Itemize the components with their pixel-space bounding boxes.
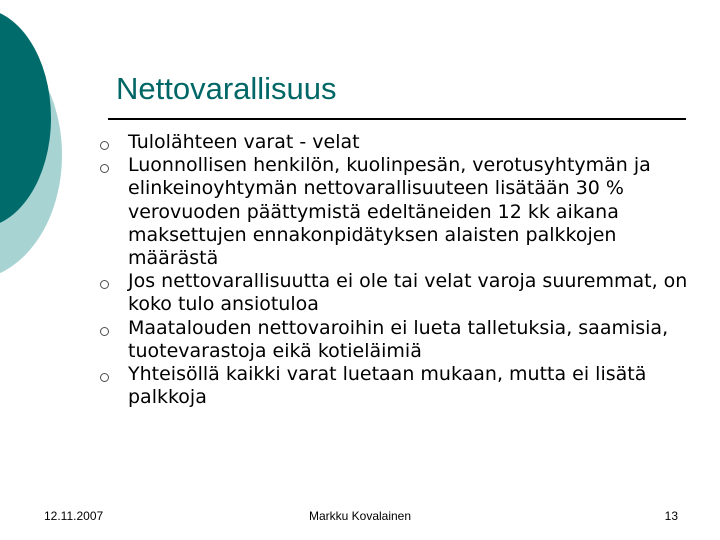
hollow-circle-bullet-icon	[100, 164, 109, 173]
hollow-circle-bullet-icon	[100, 373, 109, 382]
bullet-text: Yhteisöllä kaikki varat luetaan mukaan, mutta ei lisätä palkkoja	[128, 363, 647, 409]
title-underline	[108, 118, 686, 120]
hollow-circle-bullet-icon	[100, 327, 109, 336]
bullet-item	[100, 131, 700, 154]
bullet-list	[100, 131, 700, 409]
bullet-item	[100, 363, 700, 409]
bullet-text: Tulolähteen varat - velat	[128, 131, 360, 153]
footer-date: 12.11.2007	[44, 509, 104, 523]
page-number: 13	[664, 509, 678, 523]
hollow-circle-bullet-icon	[100, 141, 109, 150]
bullet-item	[100, 270, 700, 316]
footer-author: Markku Kovalainen	[308, 509, 412, 523]
bullet-text: Luonnollisen henkilön, kuolinpesän, verotusyhtymän ja elinkeinoyhtymän nettovarallisuuteen lisätään 30 % verovuoden päättymistä edeltäneiden 12 kk aikana maksettujen ennakonpidätyksen alaisten palkkojen määrästä	[128, 154, 651, 270]
slide-title: Nettovarallisuus	[116, 71, 337, 106]
bullet-text: Jos nettovarallisuutta ei ole tai velat varoja suuremmat, on koko tulo ansiotuloa	[128, 270, 688, 316]
bullet-text: Maatalouden nettovaroihin ei lueta talletuksia, saamisia, tuotevarastoja eikä kotieläimiä	[128, 316, 669, 362]
bullet-item	[100, 317, 700, 363]
hollow-circle-bullet-icon	[100, 280, 109, 289]
bullet-item	[100, 154, 700, 270]
